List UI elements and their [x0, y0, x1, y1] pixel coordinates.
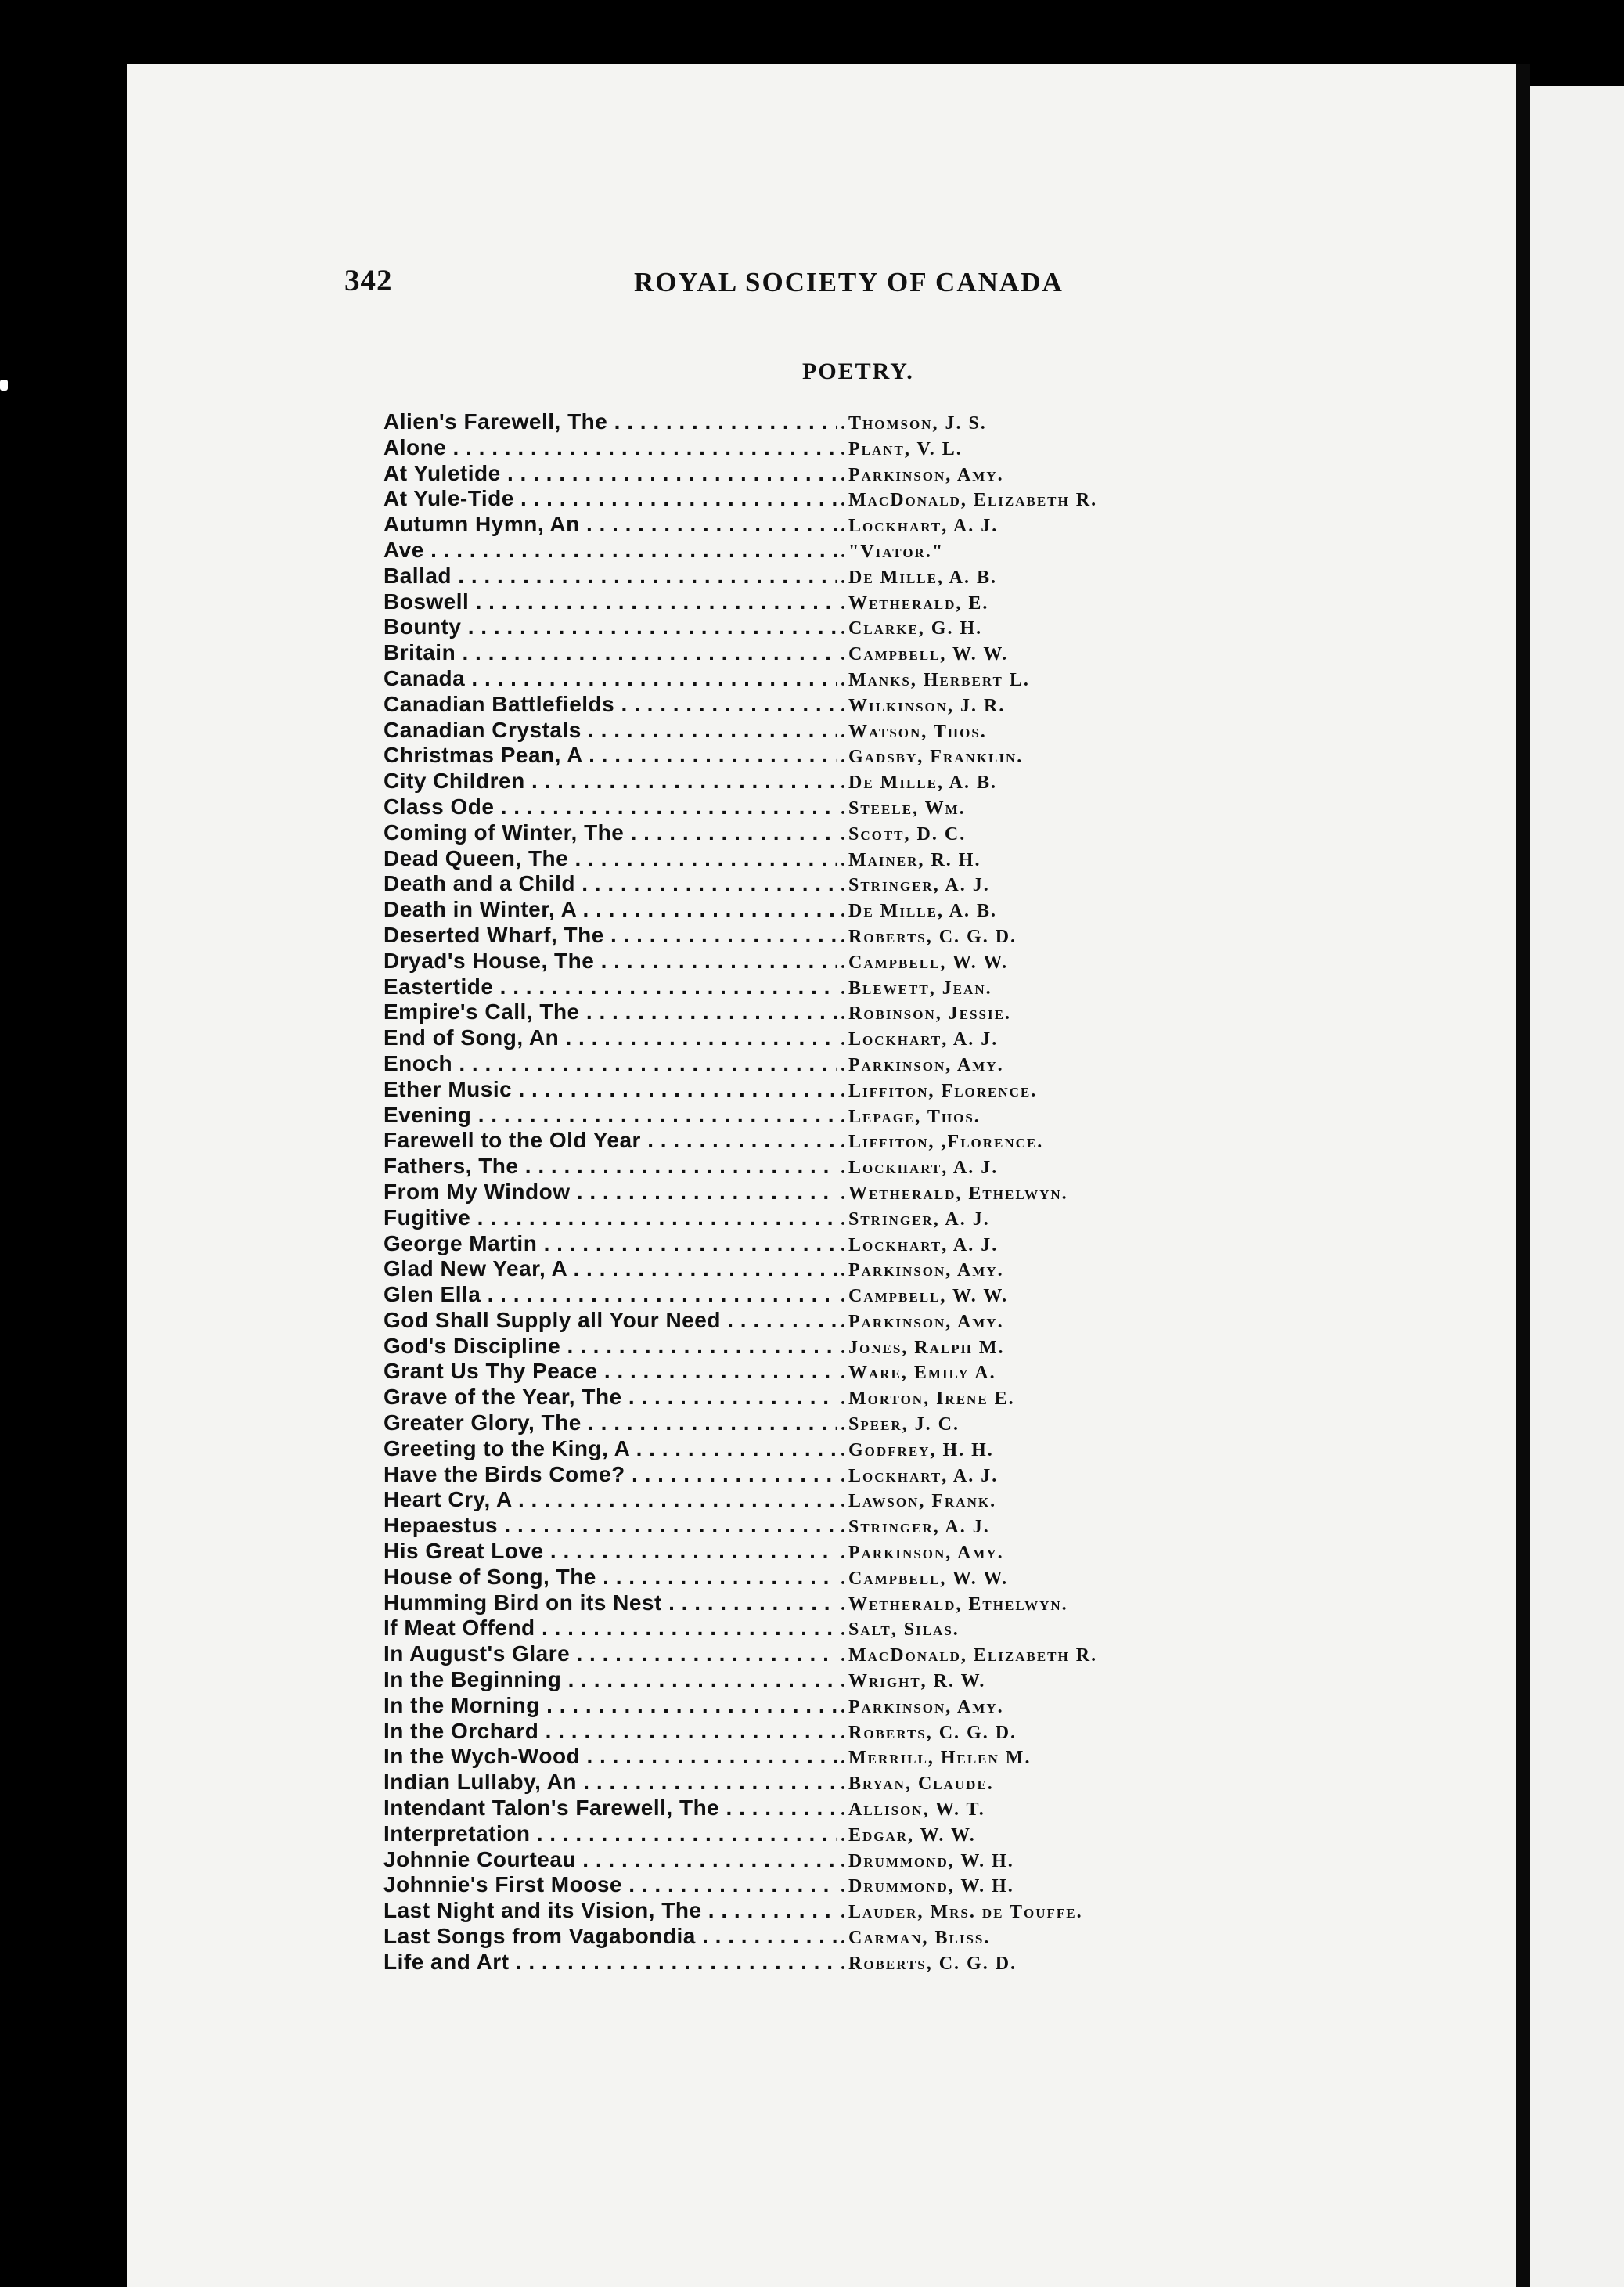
poem-title: Enoch . . . — [383, 1051, 837, 1076]
poem-author: . "Viator." — [837, 542, 944, 563]
poem-author: . Roberts, C. G. D. — [837, 1723, 1017, 1744]
poem-title: Christmas Pean, A . . . — [383, 743, 837, 768]
poem-title: George Martin . . . — [383, 1231, 837, 1256]
poem-title: Dead Queen, The . . . — [383, 846, 837, 871]
poem-author: . Campbell, W. W. — [837, 1568, 1008, 1590]
index-entry — [383, 1770, 1323, 1795]
poem-author: . Thomson, J. S. — [837, 413, 987, 434]
index-entry — [383, 1077, 1323, 1103]
index-entry — [383, 1565, 1323, 1590]
poem-author: . MacDonald, Elizabeth R. — [837, 1645, 1097, 1666]
index-entry — [383, 999, 1323, 1025]
index-entry — [383, 512, 1323, 538]
poem-author: . Parkinson, Amy. — [837, 1260, 1004, 1281]
poem-author: . Wilkinson, J. R. — [837, 696, 1005, 717]
poem-title: In the Orchard . . . — [383, 1719, 837, 1744]
poem-title: Heart Cry, A . . . — [383, 1487, 837, 1512]
poem-title: Have the Birds Come? . . . — [383, 1462, 837, 1487]
page-gutter — [1516, 64, 1530, 2287]
index-entry — [383, 1487, 1323, 1513]
poem-author: . Robinson, Jessie. — [837, 1003, 1011, 1025]
poem-title: At Yuletide . . . — [383, 461, 837, 486]
poem-author: . Lockhart, A. J. — [837, 1466, 998, 1487]
poem-author: . Parkinson, Amy. — [837, 1312, 1004, 1333]
poem-title: Britain . . . — [383, 640, 837, 665]
poem-author: . Allison, W. T. — [837, 1799, 985, 1821]
poem-author: . Merrill, Helen M. — [837, 1748, 1031, 1769]
poem-title: From My Window . . . — [383, 1180, 837, 1205]
index-entry — [383, 1051, 1323, 1077]
poem-title: Last Night and its Vision, The . . . — [383, 1898, 837, 1923]
index-entry — [383, 1128, 1323, 1154]
poem-title: Autumn Hymn, An . . . — [383, 512, 837, 537]
index-entry — [383, 1744, 1323, 1770]
poem-author: . Roberts, C. G. D. — [837, 1954, 1017, 1975]
poem-author: . Stringer, A. J. — [837, 875, 990, 896]
adjacent-page-edge — [1530, 86, 1624, 2287]
poem-author: . De Mille, A. B. — [837, 567, 997, 589]
poem-title: Grave of the Year, The . . . — [383, 1385, 837, 1410]
poem-title: Class Ode . . . — [383, 794, 837, 819]
index-entry — [383, 1103, 1323, 1129]
index-entry — [383, 846, 1323, 872]
index-entry — [383, 692, 1323, 718]
poem-title: Life and Art . . . — [383, 1950, 837, 1975]
index-entry — [383, 897, 1323, 923]
index-entry — [383, 1872, 1323, 1898]
poem-title: Ether Music . . . — [383, 1077, 837, 1102]
poem-title: Bounty . . . — [383, 614, 837, 639]
index-entry — [383, 461, 1323, 487]
poem-author: . Watson, Thos. — [837, 722, 987, 743]
poem-author: . Carman, Bliss. — [837, 1928, 990, 1949]
poem-title: Last Songs from Vagabondia . . . — [383, 1924, 837, 1949]
poem-title: In the Beginning . . . — [383, 1667, 837, 1692]
index-entry — [383, 1924, 1323, 1950]
index-entry — [383, 1025, 1323, 1051]
poem-author: . Gadsby, Franklin. — [837, 747, 1023, 768]
poem-title: Farewell to the Old Year . . . — [383, 1128, 837, 1153]
poem-title: Ballad . . . — [383, 564, 837, 589]
poem-title: In the Wych-Wood . . . — [383, 1744, 837, 1769]
index-entry — [383, 718, 1323, 744]
poem-author: . Blewett, Jean. — [837, 978, 992, 999]
poem-author: . Lauder, Mrs. de Touffe. — [837, 1902, 1083, 1923]
poem-author: . Roberts, C. G. D. — [837, 927, 1017, 948]
poem-title: Canadian Crystals . . . — [383, 718, 837, 743]
poem-title: Canada . . . — [383, 666, 837, 691]
index-entry — [383, 538, 1323, 564]
poem-author: . Lockhart, A. J. — [837, 1235, 998, 1256]
poem-title: Fathers, The . . . — [383, 1154, 837, 1179]
poem-title: Fugitive . . . — [383, 1205, 837, 1230]
poem-title: Coming of Winter, The . . . — [383, 820, 837, 845]
index-entry — [383, 1950, 1323, 1975]
index-entry — [383, 1898, 1323, 1924]
poem-title: Empire's Call, The . . . — [383, 999, 837, 1025]
index-entry — [383, 1539, 1323, 1565]
poem-author: . Lockhart, A. J. — [837, 516, 998, 537]
index-entry — [383, 409, 1323, 435]
poem-title: God Shall Supply all Your Need . . . — [383, 1308, 837, 1333]
index-entry — [383, 923, 1323, 949]
poem-title: Evening . . . — [383, 1103, 837, 1128]
poem-title: Johnnie's First Moose . . . — [383, 1872, 837, 1897]
index-entry — [383, 1308, 1323, 1334]
poem-title: Grant Us Thy Peace . . . — [383, 1359, 837, 1384]
index-entry — [383, 1436, 1323, 1462]
index-entry — [383, 1282, 1323, 1308]
poem-author: . Manks, Herbert L. — [837, 670, 1030, 691]
poem-author: . Scott, D. C. — [837, 824, 966, 845]
poem-author: . Drummond, W. H. — [837, 1876, 1014, 1897]
poem-author: . Stringer, A. J. — [837, 1517, 990, 1538]
poem-author: . Wetherald, Ethelwyn. — [837, 1594, 1068, 1615]
index-entry — [383, 1334, 1323, 1360]
poem-author: . Mainer, R. H. — [837, 850, 981, 871]
poem-author: . Wright, R. W. — [837, 1671, 985, 1692]
poem-author: . MacDonald, Elizabeth R. — [837, 490, 1097, 511]
index-entry — [383, 1205, 1323, 1231]
poem-author: . Clarke, G. H. — [837, 618, 982, 639]
poem-author: . Speer, J. C. — [837, 1414, 960, 1435]
index-entry — [383, 949, 1323, 974]
poem-author: . Stringer, A. J. — [837, 1209, 990, 1230]
index-entry — [383, 1180, 1323, 1205]
poem-author: . De Mille, A. B. — [837, 901, 997, 922]
poem-author: . Plant, V. L. — [837, 439, 963, 460]
poem-title: Intendant Talon's Farewell, The . . . — [383, 1795, 837, 1821]
poem-author: . Liffiton, ,Florence. — [837, 1132, 1043, 1153]
index-entry — [383, 974, 1323, 1000]
index-entry — [383, 564, 1323, 589]
poem-title: Boswell . . . — [383, 589, 837, 614]
poem-author: . Lockhart, A. J. — [837, 1029, 998, 1050]
poem-author: . Parkinson, Amy. — [837, 1055, 1004, 1076]
index-entry — [383, 1154, 1323, 1180]
poem-title: Glen Ella . . . — [383, 1282, 837, 1307]
index-entry — [383, 769, 1323, 794]
poem-title: Indian Lullaby, An . . . — [383, 1770, 837, 1795]
poem-author: . Campbell, W. W. — [837, 953, 1008, 974]
poem-title: Johnnie Courteau . . . — [383, 1847, 837, 1872]
poem-title: Canadian Battlefields . . . — [383, 692, 837, 717]
poem-title: City Children . . . — [383, 769, 837, 794]
index-entry — [383, 1256, 1323, 1282]
poem-title: Humming Bird on its Nest . . . — [383, 1590, 837, 1615]
poem-author: . Salt, Silas. — [837, 1619, 960, 1641]
index-entry — [383, 1719, 1323, 1745]
poem-title: If Meat Offend . . . — [383, 1615, 837, 1641]
index-entry — [383, 1693, 1323, 1719]
poem-title: His Great Love . . . — [383, 1539, 837, 1564]
scan-speck — [0, 380, 8, 391]
index-entry — [383, 794, 1323, 820]
poem-title: Hepaestus . . . — [383, 1513, 837, 1538]
poem-author: . De Mille, A. B. — [837, 773, 997, 794]
running-head: ROYAL SOCIETY OF CANADA — [634, 267, 1064, 297]
poem-author: . Lepage, Thos. — [837, 1107, 981, 1128]
poem-author: . Ware, Emily A. — [837, 1363, 996, 1384]
poem-title: Interpretation . . . — [383, 1821, 837, 1846]
poem-author: . Wetherald, Ethelwyn. — [837, 1183, 1068, 1205]
poem-author: . Jones, Ralph M. — [837, 1338, 1005, 1359]
poem-author: . Lockhart, A. J. — [837, 1158, 998, 1179]
poem-author: . Campbell, W. W. — [837, 644, 1008, 665]
poem-title: Eastertide . . . — [383, 974, 837, 999]
poem-title: At Yule-Tide . . . — [383, 486, 837, 511]
index-entry — [383, 871, 1323, 897]
poem-title: God's Discipline . . . — [383, 1334, 837, 1359]
index-entry — [383, 1513, 1323, 1539]
poem-title: Greater Glory, The . . . — [383, 1410, 837, 1435]
index-entry — [383, 1667, 1323, 1693]
index-entry — [383, 820, 1323, 846]
section-title: POETRY. — [802, 358, 914, 384]
index-entry — [383, 1462, 1323, 1488]
index-entry — [383, 1410, 1323, 1436]
page-number: 342 — [344, 264, 393, 297]
index-entry — [383, 614, 1323, 640]
poem-title: Alien's Farewell, The . . . — [383, 409, 837, 434]
poem-author: . Morton, Irene E. — [837, 1388, 1015, 1410]
poem-author: . Parkinson, Amy. — [837, 465, 1004, 486]
poem-author: . Steele, Wm. — [837, 798, 966, 819]
index-entry — [383, 640, 1323, 666]
poem-title: Ave . . . — [383, 538, 837, 563]
poem-author: . Wetherald, E. — [837, 593, 988, 614]
index-entry — [383, 1359, 1323, 1385]
poem-title: Alone . . . — [383, 435, 837, 460]
poem-title: In the Morning . . . — [383, 1693, 837, 1718]
poem-author: . Lawson, Frank. — [837, 1491, 996, 1512]
index-entry — [383, 666, 1323, 692]
poem-title: In August's Glare . . . — [383, 1641, 837, 1666]
poetry-index-list — [383, 409, 1323, 1975]
index-entry — [383, 486, 1323, 512]
poem-title: Dryad's House, The . . . — [383, 949, 837, 974]
index-entry — [383, 435, 1323, 461]
poem-author: . Parkinson, Amy. — [837, 1543, 1004, 1564]
index-entry — [383, 1847, 1323, 1873]
index-entry — [383, 1641, 1323, 1667]
poem-title: House of Song, The . . . — [383, 1565, 837, 1590]
poem-title: Deserted Wharf, The . . . — [383, 923, 837, 948]
poem-author: . Edgar, W. W. — [837, 1825, 976, 1846]
index-entry — [383, 1795, 1323, 1821]
index-entry — [383, 1231, 1323, 1257]
poem-author: . Godfrey, H. H. — [837, 1440, 994, 1461]
poem-title: End of Song, An . . . — [383, 1025, 837, 1050]
poem-title: Death in Winter, A . . . — [383, 897, 837, 922]
poem-author: . Liffiton, Florence. — [837, 1081, 1037, 1102]
poem-author: . Bryan, Claude. — [837, 1774, 994, 1795]
poem-author: . Parkinson, Amy. — [837, 1697, 1004, 1718]
poem-author: . Campbell, W. W. — [837, 1286, 1008, 1307]
index-entry — [383, 1615, 1323, 1641]
index-entry — [383, 743, 1323, 769]
poem-title: Death and a Child . . . — [383, 871, 837, 896]
poem-title: Greeting to the King, A . . . — [383, 1436, 837, 1461]
poem-title: Glad New Year, A . . . — [383, 1256, 837, 1281]
index-entry — [383, 1590, 1323, 1616]
index-entry — [383, 1821, 1323, 1847]
poem-author: . Drummond, W. H. — [837, 1851, 1014, 1872]
index-entry — [383, 589, 1323, 615]
index-entry — [383, 1385, 1323, 1410]
